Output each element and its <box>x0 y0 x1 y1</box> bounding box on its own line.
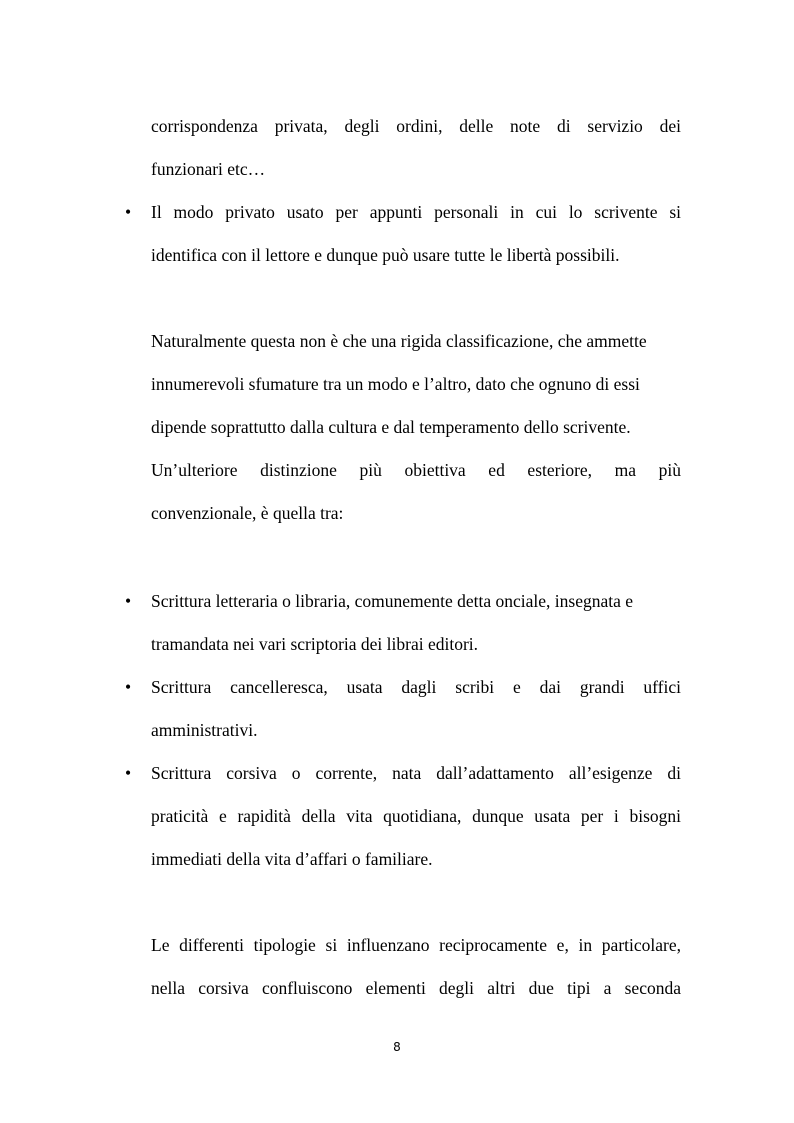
text-line: innumerevoli sfumature tra un modo e l’altro, dato che ognuno di essi <box>151 374 640 394</box>
text-line: dipende soprattutto dalla cultura e dal temperamento dello scrivente. <box>151 417 631 437</box>
bullet-icon: • <box>125 677 132 697</box>
text-line: praticità e rapidità della vita quotidiana, dunque usata per i bisogni <box>151 806 681 826</box>
bullet-icon: • <box>125 591 132 611</box>
text-line: funzionari etc… <box>151 159 266 179</box>
text-line: Le differenti tipologie si influenzano reciprocamente e, in particolare, <box>151 935 681 955</box>
page-number: 8 <box>393 1040 401 1054</box>
text-line: Il modo privato usato per appunti personali in cui lo scrivente si <box>151 202 681 222</box>
text-line: immediati della vita d’affari o familiare. <box>151 849 433 869</box>
text-line: tramandata nei vari scriptoria dei librai editori. <box>151 634 479 654</box>
text-line: Scrittura cancelleresca, usata dagli scribi e dai grandi uffici <box>151 677 681 697</box>
text-line: Un’ulteriore distinzione più obiettiva ed esteriore, ma più <box>151 460 681 480</box>
bullet-icon: • <box>125 202 132 222</box>
text-line: Naturalmente questa non è che una rigida classificazione, che ammette <box>151 331 647 351</box>
bullet-icon: • <box>125 763 132 783</box>
text-line: amministrativi. <box>151 720 258 740</box>
text-line: corrispondenza privata, degli ordini, delle note di servizio dei <box>151 116 681 136</box>
text-line: nella corsiva confluiscono elementi degli altri due tipi a seconda <box>151 978 681 998</box>
text-line: Scrittura letteraria o libraria, comunemente detta onciale, insegnata e <box>151 591 634 611</box>
text-line: Scrittura corsiva o corrente, nata dall’adattamento all’esigenze di <box>151 763 681 783</box>
text-line: convenzionale, è quella tra: <box>151 503 344 523</box>
text-line: identifica con il lettore e dunque può usare tutte le libertà possibili. <box>151 245 620 265</box>
